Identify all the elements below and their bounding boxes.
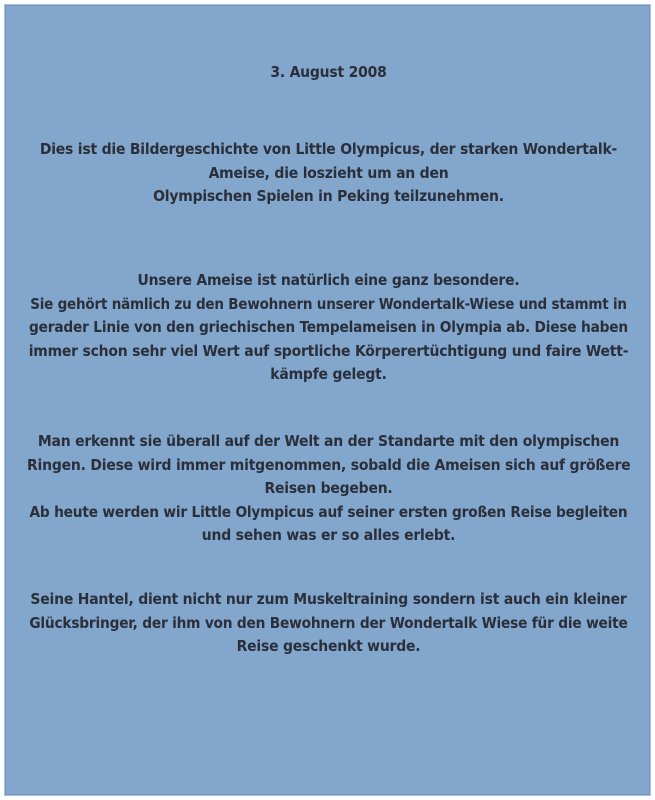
paragraph-line: kämpfe gelegt.: [270, 365, 387, 383]
paragraph-line: Sie gehört nämlich zu den Bewohnern unserer Wondertalk-Wiese und stammt in: [30, 294, 627, 313]
story-panel: [4, 4, 651, 796]
paragraph-ant-origin: [27, 269, 630, 387]
paragraph-line: Ameise, die loszieht um an den: [208, 163, 449, 182]
paragraph-line: Ringen. Diese wird immer mitgenommen, sobald die Ameisen sich auf größere: [27, 455, 631, 474]
paragraph-line: immer schon sehr viel Wert auf sportliche Körperertüchtigung und faire Wett-: [28, 341, 629, 360]
story-date: 3. August 2008: [270, 63, 387, 81]
paragraph-line: Ab heute werden wir Little Olympicus auf seiner ersten großen Reise begleiten: [29, 502, 628, 521]
paragraph-line: gerader Linie von den griechischen Tempelameisen in Olympia ab. Diese haben: [29, 318, 628, 336]
paragraph-line: Man erkennt sie überall auf der Welt an der Standarte mit den olympischen: [37, 432, 620, 450]
paragraph-standard: [27, 430, 630, 548]
paragraph-dumbbell: [27, 588, 630, 659]
paragraph-line: Dies ist die Bildergeschichte von Little Olympicus, der starken Wondertalk-: [39, 140, 618, 158]
paragraph-line: Reise geschenkt wurde.: [236, 637, 421, 655]
paragraph-line: Seine Hantel, dient nicht nur zum Muskeltraining sondern ist auch ein kleiner: [30, 590, 627, 608]
paragraph-line: Glücksbringer, der ihm von den Bewohnern der Wondertalk Wiese für die weite: [29, 613, 628, 632]
paragraph-line: Reisen begeben.: [264, 479, 393, 497]
paragraph-line: Unsere Ameise ist natürlich eine ganz besondere.: [137, 271, 520, 289]
paragraph-line: und sehen was er so alles erlebt.: [201, 526, 456, 544]
paragraph-line: Olympischen Spielen in Peking teilzunehmen.: [153, 187, 504, 205]
paragraph-intro: [27, 138, 630, 209]
